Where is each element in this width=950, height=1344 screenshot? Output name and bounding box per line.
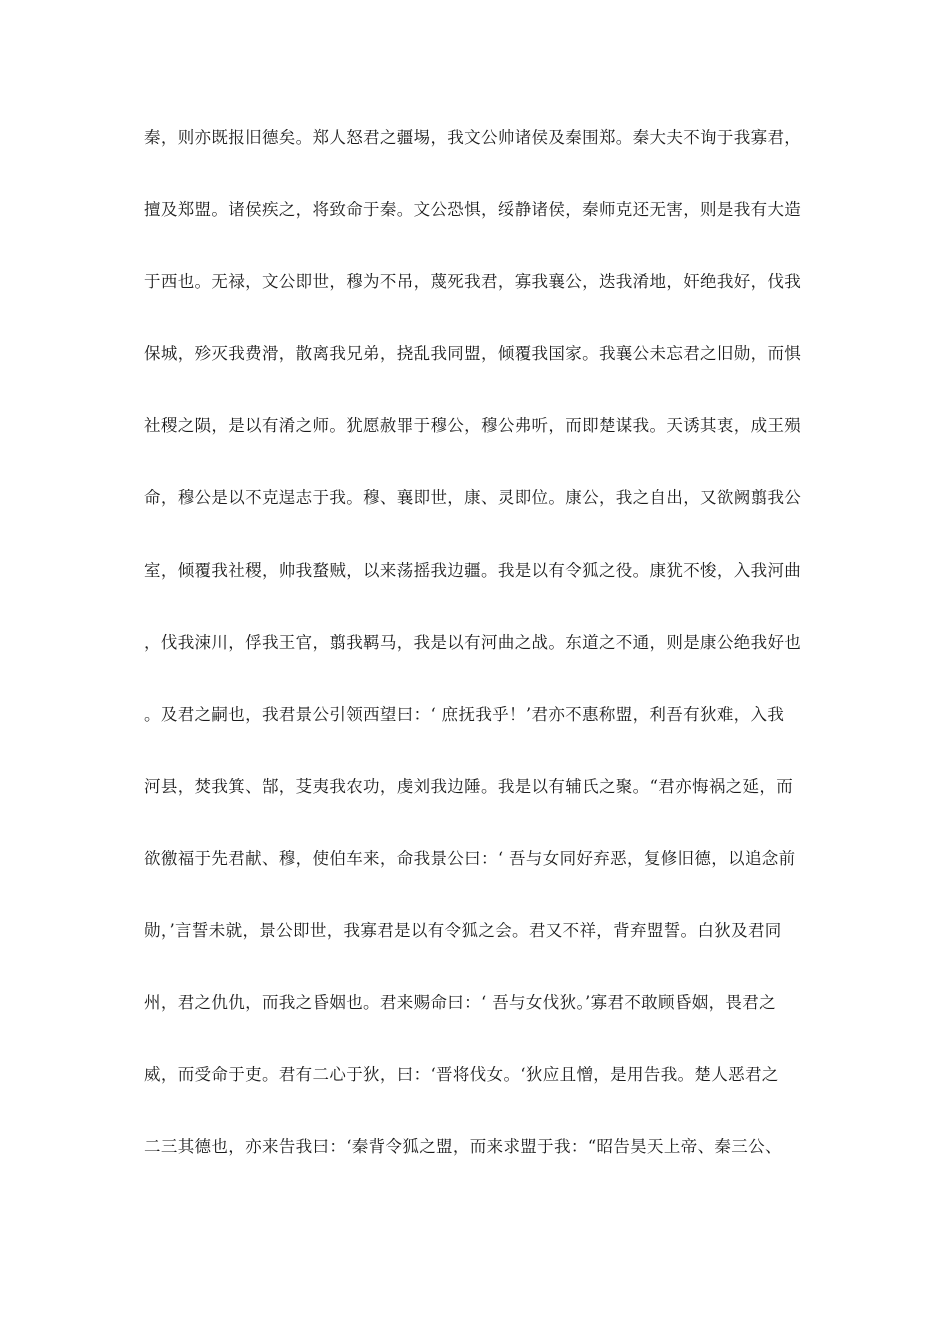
text-line: 保城，殄灭我费滑，散离我兄弟，挠乱我同盟，倾覆我国家。我襄公未忘君之旧勋，而惧	[144, 344, 802, 364]
text-line: 欲徼福于先君献、穆，使伯车来，命我景公曰：‘ 吾与女同好弃恶，复修旧德，以追念前	[144, 848, 796, 868]
text-line: 社稷之陨，是以有淆之师。犹愿赦罪于穆公，穆公弗听，而即楚谋我。天诱其衷，成王殒	[144, 416, 802, 436]
text-line: 州，君之仇仇，而我之昏姻也。君来赐命曰：‘ 吾与女伐狄。’寡君不敢顾昏姻，畏君之	[144, 993, 776, 1013]
text-line: 。及君之嗣也，我君景公引领西望曰：‘ 庶抚我乎！’君亦不惠称盟，利吾有狄难，入我	[144, 704, 785, 724]
text-line: 秦，则亦既报旧德矣。郑人怒君之疆埸，我文公帅诸侯及秦围郑。秦大夫不询于我寡君，	[144, 128, 802, 147]
text-line: 室，倾覆我社稷，帅我蝥贼，以来荡摇我边疆。我是以有令狐之役。康犹不悛，入我河曲	[144, 560, 802, 580]
text-line: 擅及郑盟。诸侯疾之，将致命于秦。文公恐惧，绥静诸侯，秦师克还无害，则是我有大造	[144, 200, 802, 220]
text-line: 勋，’言誓未就，景公即世，我寡君是以有令狐之会。君又不祥，背弃盟誓。白狄及君同	[144, 921, 782, 941]
text-line: 威，而受命于吏。君有二心于狄，曰：‘晋将伐女。‘狄应且憎，是用告我。楚人恶君之	[144, 1065, 779, 1085]
text-line: 二三其德也，亦来告我曰：‘秦背令狐之盟，而来求盟于我：“昭告昊天上帝、秦三公、	[144, 1137, 782, 1157]
text-line: 河县，焚我箕、郜，芟夷我农功，虔刘我边陲。我是以有辅氏之聚。“君亦悔祸之延，而	[144, 776, 794, 796]
text-line: ，伐我涑川，俘我王官，翦我羁马，我是以有河曲之战。东道之不通，则是康公绝我好也	[144, 632, 802, 652]
text-line: 于西也。无禄，文公即世，穆为不吊，蔑死我君，寡我襄公，迭我淆地，奸绝我好，伐我	[144, 272, 802, 292]
document-body	[144, 124, 814, 1205]
text-line: 命，穆公是以不克逞志于我。穆、襄即世，康、灵即位。康公，我之自出，又欲阙翦我公	[144, 488, 802, 508]
